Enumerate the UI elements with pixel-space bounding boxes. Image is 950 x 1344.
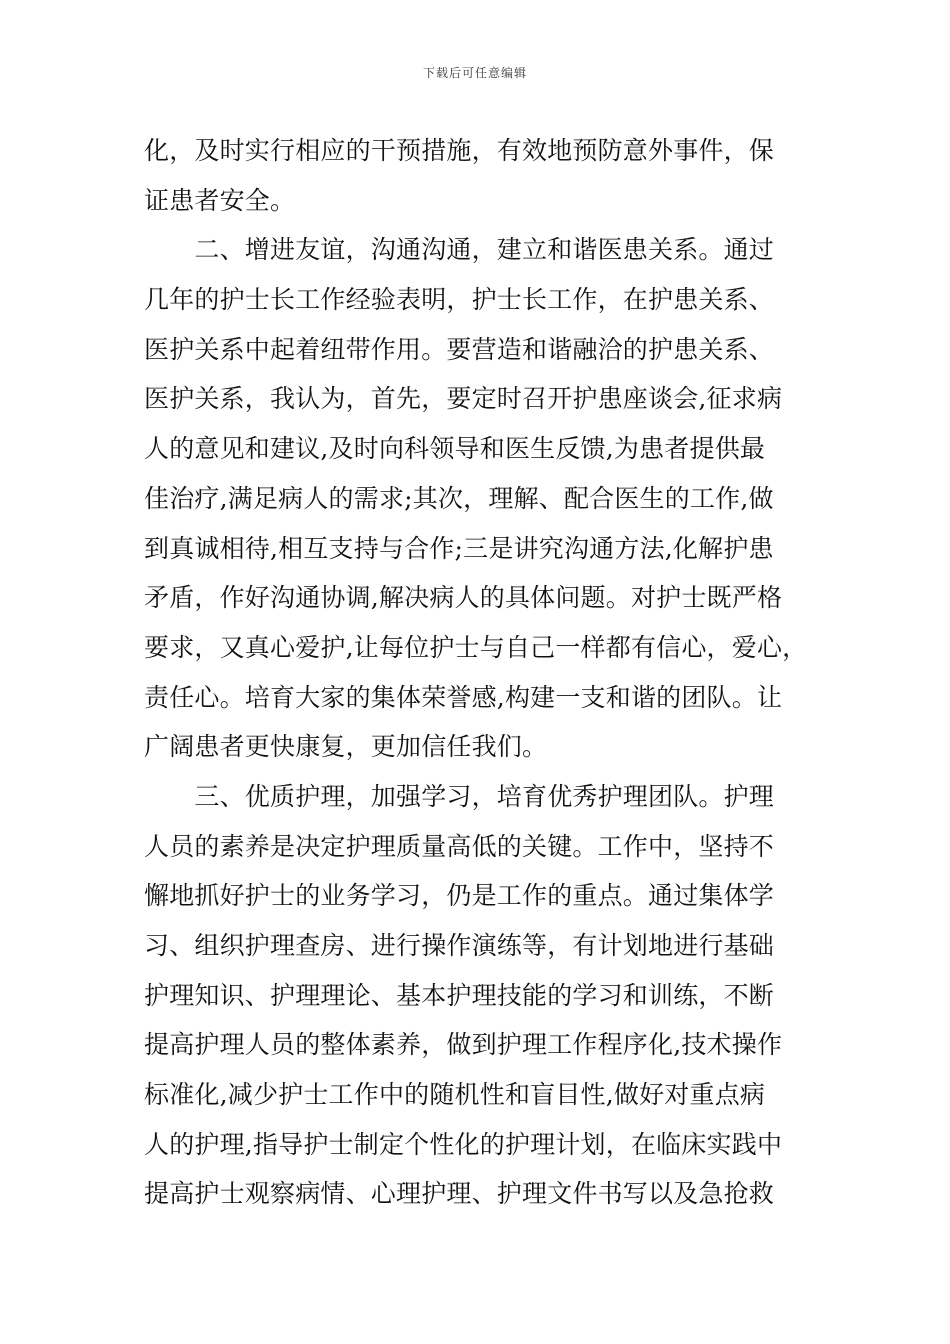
text-line: 提高护士观察病情、心理护理、护理文件书写以及急抢救 bbox=[144, 1179, 775, 1209]
text-line: 矛盾，作好沟通协调,解决病人的具体问题。对护士既严格 bbox=[144, 583, 783, 613]
text-line: 人的护理,指导护士制定个性化的护理计划，在临床实践中 bbox=[144, 1129, 783, 1159]
text-line: 护理知识、护理理论、基本护理技能的学习和训练，不断 bbox=[144, 980, 775, 1010]
page-header: 下载后可任意编辑 bbox=[422, 66, 527, 80]
text-line: 责任心。培育大家的集体荣誉感,构建一支和谐的团队。让 bbox=[144, 682, 783, 712]
text-line: 化，及时实行相应的干预措施，有效地预防意外事件，保 bbox=[144, 136, 775, 165]
text-line: 懈地抓好护士的业务学习，仍是工作的重点。通过集体学 bbox=[144, 881, 775, 911]
text-line: 提高护理人员的整体素养，做到护理工作程序化,技术操作 bbox=[144, 1030, 783, 1060]
text-line: 几年的护士长工作经验表明，护士长工作，在护患关系、 bbox=[144, 285, 775, 315]
text-line: 佳治疗,满足病人的需求;其次，理解、配合医生的工作,做 bbox=[144, 483, 774, 513]
document-body bbox=[144, 126, 824, 1219]
text-line: 医护关系中起着纽带作用。要营造和谐融洽的护患关系、 bbox=[144, 334, 775, 364]
text-line: 人的意见和建议,及时向科领导和医生反馈,为患者提供最 bbox=[144, 434, 766, 464]
text-line: 证患者安全。 bbox=[144, 185, 296, 215]
text-line: 到真诚相待,相互支持与合作;三是讲究沟通方法,化解护患 bbox=[144, 533, 774, 563]
text-line: 医护关系，我认为，首先，要定时召开护患座谈会,征求病 bbox=[144, 384, 783, 414]
text-line: 人员的素养是决定护理质量高低的关键。工作中，坚持不 bbox=[144, 831, 775, 861]
text-line: 要求，又真心爱护,让每位护士与自己一样都有信心，爱心， bbox=[144, 632, 808, 662]
text-line: 广阔患者更快康复，更加信任我们。 bbox=[144, 732, 548, 762]
text-line: 习、组织护理查房、进行操作演练等，有计划地进行基础 bbox=[144, 931, 775, 960]
text-line: 三、优质护理，加强学习，培育优秀护理团队。护理 bbox=[144, 781, 775, 811]
text-line: 标准化,减少护士工作中的随机性和盲目性,做好对重点病 bbox=[144, 1080, 766, 1110]
text-line: 二、增进友谊，沟通沟通，建立和谐医患关系。通过 bbox=[144, 235, 775, 265]
